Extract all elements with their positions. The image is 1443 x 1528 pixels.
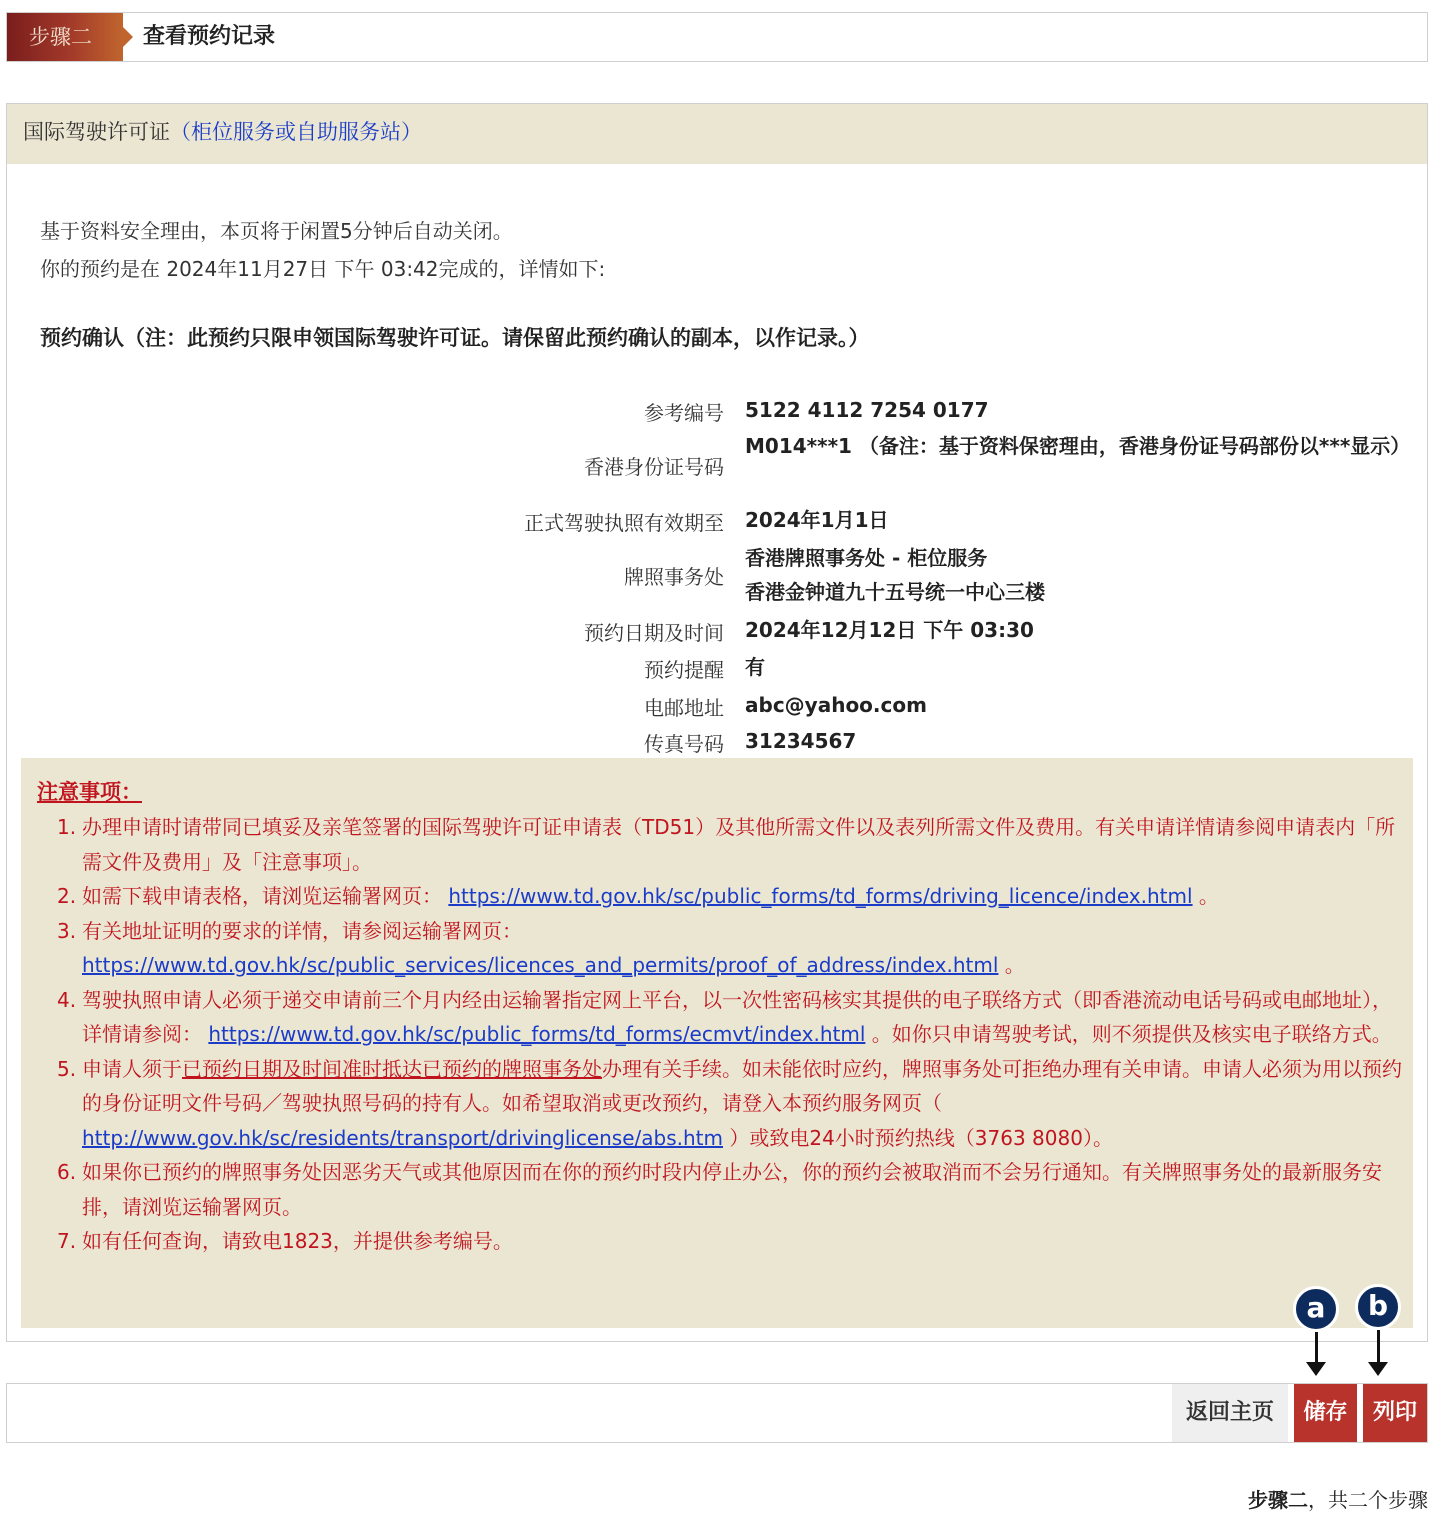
marker-b: b bbox=[1355, 1284, 1401, 1330]
note-text: 有关地址证明的要求的详情，请参阅运输署网页： bbox=[82, 918, 522, 943]
note-text: 。如你只申请驾驶考试，则不须提供及核实电子联络方式。 bbox=[865, 1022, 1392, 1046]
timeout-notice: 基于资料安全理由，本页将于闲置5分钟后自动关闭。 bbox=[40, 219, 513, 243]
notes-box bbox=[21, 758, 1413, 1328]
ecmvt-link[interactable]: https://www.td.gov.hk/sc/public_forms/td_forms/ecmvt/index.html bbox=[208, 1022, 866, 1046]
step-badge: 步骤二 bbox=[7, 13, 123, 61]
note-underlined-text: 已预约日期及时间准时抵达已预约的牌照事务处 bbox=[182, 1056, 602, 1081]
note-text: 办理申请时请带同已填妥及亲笔签署的国际驾驶许可证申请表（TD51）及其他所需文件以及表列所需文件及费用。有关申请详情请参阅申请表内「所需文件及费用」及「注意事项」。 bbox=[82, 815, 1396, 874]
appointment-record-panel bbox=[6, 103, 1428, 1342]
arrow-a-line bbox=[1315, 1332, 1318, 1364]
detail-value: abc@yahoo.com bbox=[745, 693, 927, 717]
arrow-b-head bbox=[1368, 1362, 1388, 1376]
detail-label: 正式驾驶执照有效期至 bbox=[524, 511, 724, 535]
notes-list bbox=[21, 810, 1413, 1259]
service-type-link[interactable]: （柜位服务或自助服务站） bbox=[170, 120, 422, 144]
detail-value: 31234567 bbox=[745, 729, 857, 753]
completion-time: 你的预约是在 2024年11月27日 下午 03:42完成的，详情如下: bbox=[40, 257, 606, 281]
current-step: 步骤二 bbox=[1248, 1488, 1308, 1512]
note-text: 驾驶执照申请人必须于递交申请前三个月内经由运输署指定网上平台，以一次性密码核实其提供的电子联络方式（即香港流动电话号码或电邮地址），详情请参阅： bbox=[82, 987, 1392, 1046]
appointment-service-link[interactable]: http://www.gov.hk/sc/residents/transport/drivinglicense/abs.htm bbox=[82, 1125, 723, 1150]
notes-title: 注意事项： bbox=[37, 780, 142, 804]
panel-heading bbox=[7, 104, 1427, 164]
note-text: 。 bbox=[1192, 884, 1219, 908]
detail-value: M014***1 （备注：基于资料保密理由，香港身份证号码部份以***显示） bbox=[745, 434, 1411, 458]
detail-label: 预约日期及时间 bbox=[584, 621, 724, 645]
marker-a: a bbox=[1293, 1286, 1339, 1332]
action-bar bbox=[6, 1383, 1428, 1443]
office-name: 香港牌照事务处 - 柜位服务 bbox=[745, 546, 988, 570]
detail-value bbox=[745, 541, 1415, 609]
arrow-b-line bbox=[1377, 1330, 1380, 1364]
note-item bbox=[21, 810, 1413, 879]
detail-label: 牌照事务处 bbox=[624, 565, 724, 589]
back-to-home-button[interactable]: 返回主页 bbox=[1172, 1384, 1288, 1442]
note-item bbox=[21, 983, 1413, 1052]
step-indicator bbox=[1248, 1484, 1428, 1513]
note-text: 如需下载申请表格，请浏览运输署网页： bbox=[82, 884, 449, 908]
detail-label: 预约提醒 bbox=[644, 658, 724, 682]
note-number: 1. bbox=[57, 815, 77, 839]
note-item bbox=[21, 1155, 1413, 1224]
note-text: 。 bbox=[998, 953, 1025, 977]
detail-value: 5122 4112 7254 0177 bbox=[745, 398, 989, 422]
note-number: 3. bbox=[57, 918, 77, 943]
detail-label: 电邮地址 bbox=[644, 696, 724, 720]
detail-label: 参考编号 bbox=[644, 401, 724, 425]
note-number: 4. bbox=[57, 987, 77, 1012]
office-address: 香港金钟道九十五号统一中心三楼 bbox=[745, 580, 1045, 604]
note-number: 6. bbox=[57, 1160, 77, 1184]
detail-value: 2024年12月12日 下午 03:30 bbox=[745, 618, 1034, 642]
confirmation-title: 预约确认（注：此预约只限申领国际驾驶许可证。请保留此预约确认的副本，以作记录。） bbox=[40, 326, 870, 350]
note-number: 5. bbox=[57, 1056, 77, 1081]
note-text: 办理有关手续。如未能依时应约，牌照事务处可拒绝办理有关申请。申请人必须为用以预约的身份证明文件号码／驾驶执照号码的持有人。如希望取消或更改预约，请登入本预约服务网页（ bbox=[82, 1056, 1402, 1115]
note-text: 如果你已预约的牌照事务处因恶劣天气或其他原因而在你的预约时段内停止办公，你的预约会被取消而不会另行通知。有关牌照事务处的最新服务安排，请浏览运输署网页。 bbox=[82, 1160, 1382, 1219]
service-name: 国际驾驶许可证 bbox=[23, 120, 170, 144]
proof-of-address-link[interactable]: https://www.td.gov.hk/sc/public_services/licences_and_permits/proof_of_address/index.html bbox=[82, 953, 999, 977]
detail-label: 香港身份证号码 bbox=[584, 455, 724, 479]
total-steps: ，共二个步骤 bbox=[1308, 1488, 1428, 1512]
print-button[interactable]: 列印 bbox=[1363, 1384, 1427, 1442]
arrow-a-head bbox=[1306, 1362, 1326, 1376]
detail-value: 2024年1月1日 bbox=[745, 508, 889, 532]
forms-download-link[interactable]: https://www.td.gov.hk/sc/public_forms/td_forms/driving_licence/index.html bbox=[448, 884, 1193, 908]
note-text: 如有任何查询，请致电1823，并提供参考编号。 bbox=[82, 1229, 513, 1253]
note-text: 申请人须于 bbox=[82, 1056, 182, 1081]
note-item bbox=[21, 1224, 1413, 1259]
note-text: ）或致电24小时预约热线（3763 8080）。 bbox=[723, 1125, 1113, 1150]
save-button[interactable]: 储存 bbox=[1294, 1384, 1357, 1442]
step-header bbox=[6, 12, 1428, 62]
note-item bbox=[21, 914, 1413, 983]
note-item bbox=[21, 879, 1413, 914]
detail-value: 有 bbox=[745, 655, 765, 679]
note-number: 7. bbox=[57, 1229, 77, 1253]
intro-text bbox=[40, 212, 605, 288]
detail-label: 传真号码 bbox=[644, 732, 724, 756]
note-number: 2. bbox=[57, 884, 77, 908]
step-title: 查看预约记录 bbox=[143, 24, 276, 49]
note-item bbox=[21, 1052, 1413, 1156]
